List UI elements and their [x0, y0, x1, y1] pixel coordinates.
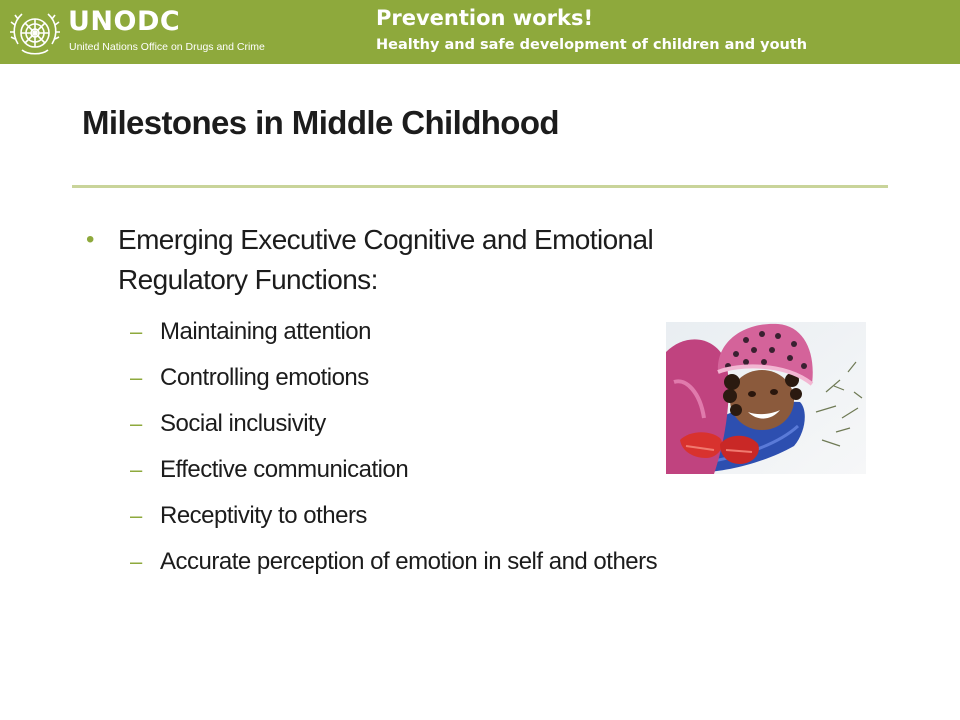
dash-icon: – [130, 549, 142, 574]
sub-bullet-text: Social inclusivity [160, 410, 326, 437]
logo-subtitle: United Nations Office on Drugs and Crime [69, 41, 265, 53]
dash-icon: – [130, 457, 142, 482]
logo-name: UNODC [68, 6, 181, 37]
dash-icon: – [130, 503, 142, 528]
slide-title: Milestones in Middle Childhood [82, 104, 559, 141]
sub-bullet-text: Receptivity to others [160, 502, 367, 529]
sub-bullet-text: Controlling emotions [160, 364, 369, 391]
sub-bullet-text: Accurate perception of emotion in self and others [160, 548, 658, 575]
dash-icon: – [130, 411, 142, 436]
dash-icon: – [130, 365, 142, 390]
dash-icon: – [130, 319, 142, 344]
title-divider [72, 185, 888, 188]
sub-bullet-text: Effective communication [160, 456, 409, 483]
main-bullet [86, 220, 786, 300]
header-title: Prevention works! [376, 6, 594, 30]
bullet-dot-icon: • [86, 226, 94, 253]
sub-bullet-item [130, 542, 770, 588]
child-in-snow-photo [666, 322, 866, 474]
header-subtitle: Healthy and safe development of children and youth [376, 37, 808, 53]
header-banner [0, 0, 960, 64]
main-bullet-text: Emerging Executive Cognitive and Emotional Regulatory Functions: [118, 224, 654, 295]
sub-bullet-text: Maintaining attention [160, 318, 371, 345]
un-emblem-icon [10, 8, 60, 58]
sub-bullet-item [130, 496, 770, 542]
